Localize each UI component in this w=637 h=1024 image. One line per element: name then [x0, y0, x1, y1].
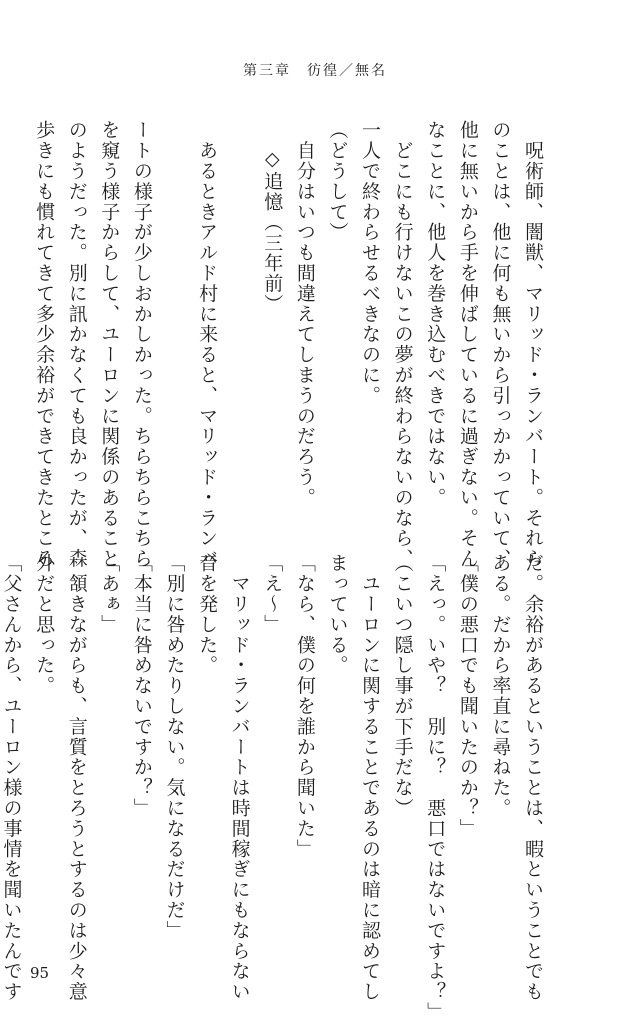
- upper-text-block: [33, 120, 549, 569]
- text-line: （どうして）: [326, 120, 349, 243]
- text-line: あるときアルド村に来ると、マリッド・ランバ: [196, 120, 219, 569]
- text-line: 「えっ。いや？ 別に？ 悪口ではないですよ？」: [424, 553, 447, 1023]
- text-line: ユーロンに関することであるのは暗に認めてし: [359, 553, 382, 1002]
- text-line: ある。だから率直に尋ねた。: [489, 553, 512, 819]
- text-line: なことに、他人を巻き込むべきではない。: [424, 120, 447, 508]
- page-number: 95: [30, 964, 50, 982]
- text-line: 頷きながらも、言質をとろうとするのは少々意: [65, 553, 88, 1002]
- text-line: 「え～」: [261, 553, 284, 635]
- text-line: 外だと思った。: [33, 553, 56, 696]
- text-line: のようだった。別に訊かなくても良かったが、森: [65, 120, 88, 569]
- text-line: のことは、他に何も無いから引っかかっていて、: [489, 120, 512, 569]
- text-line: 一人で終わらせるべきなのに。: [359, 120, 382, 406]
- section-heading: ◇追憶（三年前）: [261, 148, 284, 315]
- text-line: ートの様子が少しおかしかった。ちらちらこちら: [130, 120, 153, 569]
- text-line: 「父さんから、ユーロン様の事情を聞いたんです: [0, 553, 23, 1002]
- text-line: 自分はいつも間違えてしまうのだろう。: [293, 120, 316, 508]
- text-line: を窺う様子からして、ユーロンに関係のあること: [98, 120, 121, 569]
- text-line: （こいつ隠し事が下手だな）: [391, 553, 414, 819]
- text-line: どこにも行けないこの夢が終わらないのなら、: [391, 120, 414, 569]
- text-line: 音を発した。: [196, 553, 219, 676]
- text-line: 「別に咎めたりしない。気になるだけだ」: [163, 553, 186, 941]
- text-line: だ。余裕があるということは、暇ということでも: [522, 553, 544, 1002]
- text-line: 呪術師、闇獣、マリッド・ランバート。それら: [522, 120, 544, 569]
- text-line: まっている。: [326, 553, 349, 676]
- text-line: マリッド・ランバートは時間稼ぎにもならない: [228, 553, 251, 1002]
- text-line: 「僕の悪口でも聞いたのか？」: [456, 553, 479, 839]
- text-line: 他に無いから手を伸ばしているに過ぎない。そん: [456, 120, 479, 569]
- text-line: 歩きにも慣れてきて多少余裕ができてきたところ: [33, 120, 56, 569]
- running-header: 第三章 彷徨／無名: [243, 63, 387, 79]
- text-line: 「あぁ」: [98, 553, 121, 635]
- text-line: 「本当に咎めないですか？」: [130, 553, 153, 819]
- text-line: 「なら、僕の何を誰から聞いた」: [293, 553, 316, 859]
